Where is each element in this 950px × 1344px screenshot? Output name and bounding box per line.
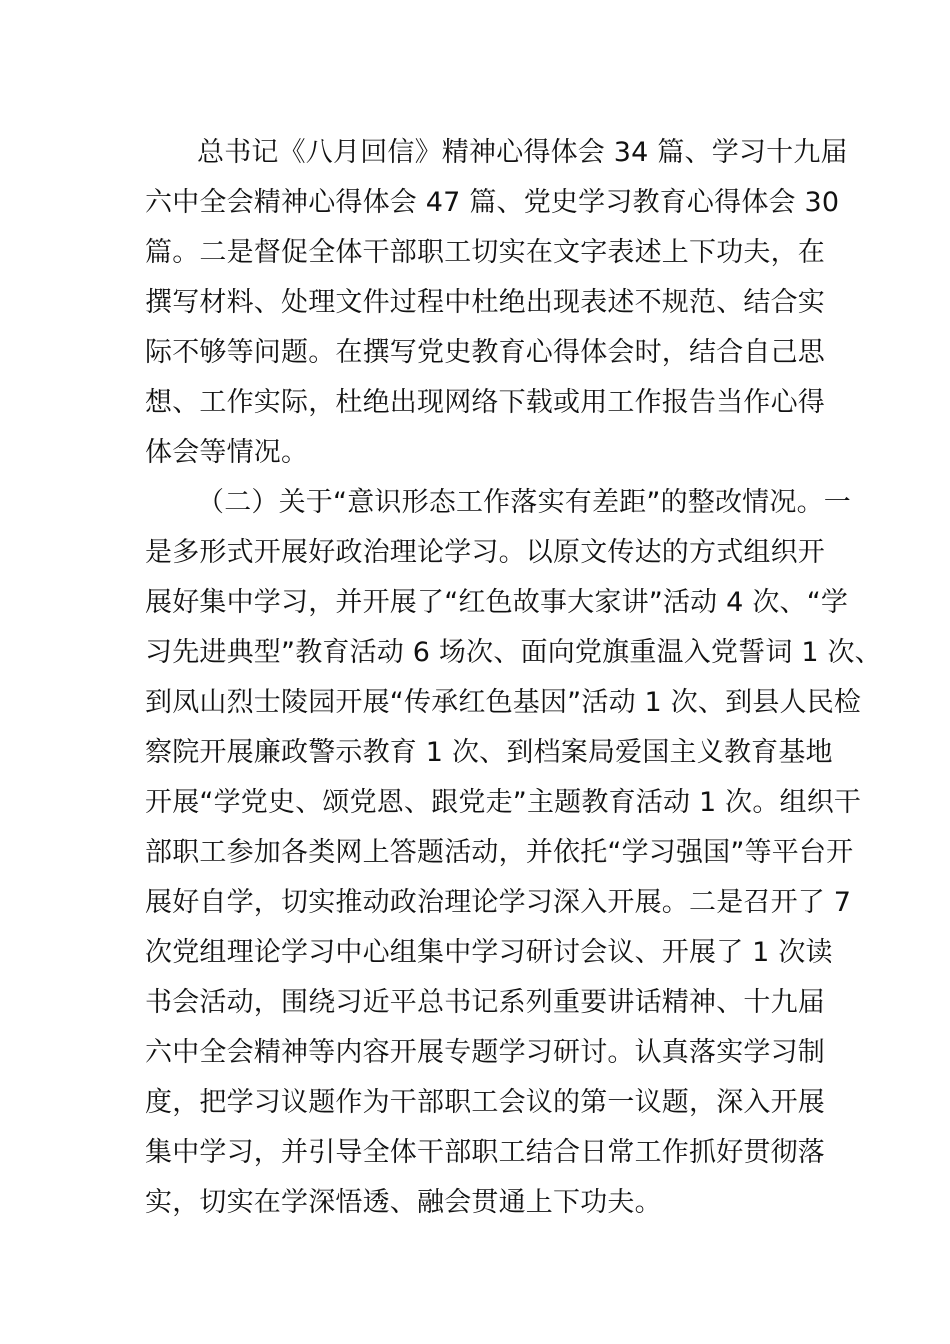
text-line: 六中全会精神等内容开展专题学习研讨。认真落实学习制 — [145, 1037, 825, 1068]
text-line: 习先进典型”教育活动 6 场次、面向党旗重温入党誓词 1 次、 — [145, 637, 882, 668]
text-line: 体会等情况。 — [145, 437, 309, 468]
text-line: 集中学习，并引导全体干部职工结合日常工作抓好贯彻落 — [145, 1137, 825, 1168]
text-line: 撰写材料、处理文件过程中杜绝出现表述不规范、结合实 — [145, 287, 825, 318]
text-line: （二）关于“意识形态工作落实有差距”的整改情况。一 — [197, 487, 851, 518]
text-line: 书会活动，围绕习近平总书记系列重要讲话精神、十九届 — [145, 987, 825, 1018]
text-line: 六中全会精神心得体会 47 篇、党史学习教育心得体会 30 — [145, 187, 840, 218]
document-body — [145, 128, 882, 1228]
text-line: 开展“学党史、颂党恩、跟党走”主题教育活动 1 次。组织干 — [145, 787, 862, 818]
text-line: 到凤山烈士陵园开展“传承红色基因”活动 1 次、到县人民检 — [145, 687, 862, 718]
text-line: 想、工作实际，杜绝出现网络下载或用工作报告当作心得 — [145, 387, 825, 418]
text-line: 总书记《八月回信》精神心得体会 34 篇、学习十九届 — [197, 137, 848, 168]
text-line: 际不够等问题。在撰写党史教育心得体会时，结合自己思 — [145, 337, 825, 368]
text-line: 察院开展廉政警示教育 1 次、到档案局爱国主义教育基地 — [145, 737, 833, 768]
text-line: 次党组理论学习中心组集中学习研讨会议、开展了 1 次读 — [145, 937, 833, 968]
text-line: 度，把学习议题作为干部职工会议的第一议题，深入开展 — [145, 1087, 825, 1118]
text-line: 篇。二是督促全体干部职工切实在文字表述上下功夫，在 — [145, 237, 825, 268]
text-line: 是多形式开展好政治理论学习。以原文传达的方式组织开 — [145, 537, 825, 568]
text-line: 部职工参加各类网上答题活动，并依托“学习强国”等平台开 — [145, 837, 854, 868]
text-line: 展好集中学习，并开展了“红色故事大家讲”活动 4 次、“学 — [145, 587, 849, 618]
text-line: 展好自学，切实推动政治理论学习深入开展。二是召开了 7 — [145, 887, 852, 918]
text-line: 实，切实在学深悟透、融会贯通上下功夫。 — [145, 1187, 662, 1218]
